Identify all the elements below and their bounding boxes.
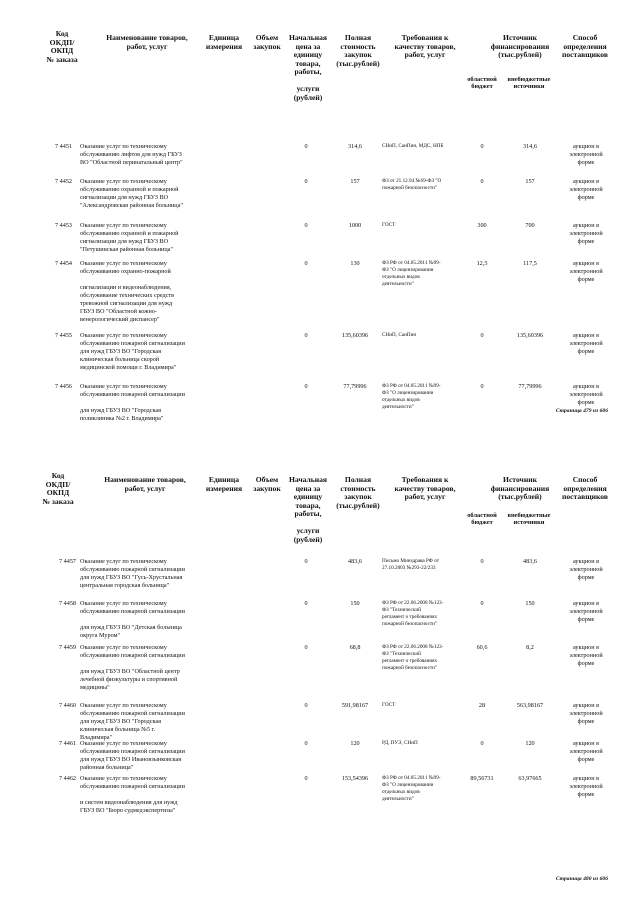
- row-funding-regional: 89,56731: [470, 775, 494, 782]
- row-funding-extra: 63,97665: [518, 775, 542, 782]
- row-requirements: ФЗ РФ от 22.06.2008 №123- ФЗ "Технический регламент о требованиях пожарной безопасности": [382, 600, 444, 628]
- row-funding-extra: 117,5: [523, 260, 537, 267]
- header-name: Наименование товаров, работ, услуг: [106, 33, 188, 51]
- header-initial-price: Начальная цена за единицу товара, работы, услуги (рублей): [288, 475, 328, 544]
- row-funding-regional: 0: [480, 143, 484, 150]
- header-requirements: Требования к качеству товаров, работ, услуг: [394, 33, 456, 59]
- row-funding-extra: 135,60396: [516, 332, 544, 339]
- row-name: Оказание услуг по техническому обслуживанию лифтов для нужд ГБУЗ ВО "Областной перинатальный центр": [80, 143, 183, 167]
- row-name: Оказание услуг по техническому обслуживанию пожарной сигнализации для нужд ГБУЗ ВО Ивановзынковская районная больница": [80, 740, 185, 772]
- row-full-cost: 77,79996: [343, 383, 367, 390]
- row-code: 7 4454: [54, 260, 72, 267]
- row-full-cost: 1000: [348, 222, 362, 229]
- row-code: 7 4462: [58, 775, 76, 782]
- row-initial-price: 0: [304, 332, 308, 339]
- row-initial-price: 0: [304, 143, 308, 150]
- row-code: 7 4459: [58, 644, 76, 651]
- row-funding-regional: 300: [477, 222, 487, 229]
- row-method: аукцион в электронной форме: [569, 775, 603, 799]
- row-full-cost: 120: [350, 740, 360, 747]
- row-initial-price: 0: [304, 178, 308, 185]
- row-requirements: СНиП, СанПин, МДС, НПБ: [382, 143, 444, 149]
- row-funding-regional: 0: [480, 332, 484, 339]
- row-funding-regional: 0: [480, 178, 484, 185]
- row-funding-extra: 700: [525, 222, 535, 229]
- row-requirements: РД, ПУЭ, СНиП: [382, 740, 418, 746]
- row-method: аукцион в электронной форме: [569, 260, 603, 284]
- row-full-cost: 68,8: [349, 644, 361, 651]
- row-funding-extra: 8,2: [526, 644, 534, 651]
- row-requirements: ГОСТ: [382, 222, 396, 228]
- row-initial-price: 0: [304, 383, 308, 390]
- row-requirements: ФЗ РФ от 04.05.2011 №99- ФЗ "О лицензировании отдельных видов деятельности": [382, 383, 441, 411]
- row-initial-price: 0: [304, 775, 308, 782]
- header-funding-regional: областной бюджет: [467, 512, 497, 527]
- row-code: 7 4461: [58, 740, 76, 747]
- row-method: аукцион в электронной форме: [569, 740, 603, 764]
- row-method: аукцион в электронной форме: [569, 332, 603, 356]
- row-name: Оказание услуг по техническому обслуживанию пожарной сигнализации для нужд ГБУЗ ВО "Городская клиническая больница №5 г. Владимира": [80, 702, 185, 742]
- row-initial-price: 0: [304, 600, 308, 607]
- row-full-cost: 591,98167: [341, 702, 369, 709]
- row-method: аукцион в электронной форме: [569, 222, 603, 246]
- row-funding-extra: 150: [525, 600, 535, 607]
- header-code: Код ОКДП/ ОКПД № заказа: [46, 29, 78, 64]
- row-method: аукцион в электронной форме: [569, 600, 603, 624]
- row-requirements: СНиП, СанПин: [382, 332, 417, 338]
- row-code: 7 4453: [54, 222, 72, 229]
- header-initial-price: Начальная цена за единицу товара, работы, услуги (рублей): [288, 33, 328, 102]
- row-full-cost: 157: [350, 178, 360, 185]
- row-code: 7 4458: [58, 600, 76, 607]
- row-funding-regional: 28: [478, 702, 486, 709]
- header-funding-extra: внебюджетные источники: [507, 512, 551, 527]
- header-method: Способ определения поставщиков: [561, 33, 609, 59]
- row-initial-price: 0: [304, 740, 308, 747]
- row-method: аукцион в электронной форме: [569, 558, 603, 582]
- row-full-cost: 314,6: [348, 143, 362, 150]
- header-method: Способ определения поставщиков: [561, 475, 609, 501]
- row-funding-regional: 12,5: [476, 260, 488, 267]
- header-volume: Объем закупок: [253, 33, 281, 51]
- row-code: 7 4451: [54, 143, 72, 150]
- header-full-cost: Полная стоимость закупок (тыс.рублей): [336, 33, 380, 68]
- row-full-cost: 153,54396: [341, 775, 369, 782]
- row-requirements: ФЗ РФ от 22.06.2008 №123- ФЗ "Технический регламент о требованиях пожарной безопасности": [382, 644, 444, 672]
- row-initial-price: 0: [304, 644, 308, 651]
- row-funding-extra: 483,6: [523, 558, 537, 565]
- row-name: Оказание услуг по техническому обслуживанию пожарной сигнализации для нужд ГБУЗ ВО "Городская клиническая больница скорой медицинской помощи г. Владимира": [80, 332, 185, 372]
- row-requirements: ГОСТ: [382, 702, 396, 708]
- row-full-cost: 150: [350, 600, 360, 607]
- row-funding-regional: 0: [480, 383, 484, 390]
- header-unit: Единица измерения: [205, 475, 243, 493]
- row-name: Оказание услуг по техническому обслуживанию пожарной сигнализации для нужд ГБУЗ ВО "Гусь-Хрустальная центральная городская больница": [80, 558, 185, 590]
- row-initial-price: 0: [304, 222, 308, 229]
- page-number: Страница 479 из 606: [555, 408, 608, 414]
- row-code: 7 4457: [58, 558, 76, 565]
- row-funding-extra: 120: [525, 740, 535, 747]
- header-code: Код ОКДП/ ОКПД № заказа: [42, 471, 74, 506]
- row-funding-extra: 157: [525, 178, 535, 185]
- row-full-cost: 130: [350, 260, 360, 267]
- page-number: Страница 480 из 606: [555, 876, 608, 882]
- row-requirements: ФЗ РФ от 04.05.2011 №99- ФЗ "О лицензировании отдельных видов деятельности": [382, 775, 441, 803]
- row-funding-regional: 60,6: [476, 644, 488, 651]
- row-initial-price: 0: [304, 260, 308, 267]
- row-method: аукцион в электронной форме: [569, 702, 603, 726]
- row-code: 7 4455: [54, 332, 72, 339]
- row-requirements: ФЗ РФ от 04.05.2011 №99- ФЗ "О лицензировании отдельных видов деятельности": [382, 260, 441, 288]
- header-name: Наименование товаров, работ, услуг: [104, 475, 186, 493]
- header-full-cost: Полная стоимость закупок (тыс.рублей): [336, 475, 380, 510]
- row-code: 7 4452: [54, 178, 72, 185]
- row-funding-extra: 77,79996: [518, 383, 542, 390]
- row-funding-regional: 0: [480, 558, 484, 565]
- row-name: Оказание услуг по техническому обслуживанию охранной и пожарной сигнализации для нужд ГБУЗ ВО "Александровская районная больница": [80, 178, 183, 210]
- row-full-cost: 483,6: [348, 558, 362, 565]
- row-method: аукцион в электронной форме: [569, 383, 603, 407]
- header-funding: Источник финансирования (тыс.рублей): [490, 475, 550, 501]
- header-requirements: Требования к качеству товаров, работ, услуг: [394, 475, 456, 501]
- row-initial-price: 0: [304, 558, 308, 565]
- header-funding: Источник финансирования (тыс.рублей): [490, 33, 550, 59]
- row-requirements: Письмо Минздрава РФ от 27.10.2003 №293-22/233: [382, 558, 439, 572]
- row-code: 7 4460: [58, 702, 76, 709]
- row-requirements: ФЗ от 21.12.94 №69-ФЗ "О пожарной безопасности": [382, 178, 442, 192]
- header-funding-extra: внебюджетные источники: [507, 76, 551, 91]
- row-name: Оказание услуг по техническому обслуживанию пожарной сигнализации и систем видеонаблюдения для нужд ГБУЗ ВО "Бюро судмедэкспертизы": [80, 775, 185, 815]
- header-funding-regional: областной бюджет: [467, 76, 497, 91]
- row-funding-regional: 0: [480, 600, 484, 607]
- row-method: аукцион в электронной форме: [569, 178, 603, 202]
- row-funding-extra: 314,6: [523, 143, 537, 150]
- row-code: 7 4456: [54, 383, 72, 390]
- header-volume: Объем закупок: [253, 475, 281, 493]
- row-funding-regional: 0: [480, 740, 484, 747]
- header-unit: Единица измерения: [205, 33, 243, 51]
- row-funding-extra: 563,98167: [516, 702, 544, 709]
- row-name: Оказание услуг по техническому обслуживанию пожарной сигнализации для нужд ГБУЗ ВО "Областной центр лечебной физкультуры и спортивной медицины": [80, 644, 185, 692]
- row-name: Оказание услуг по техническому обслуживанию охранно-пожарной сигнализации и видеонаблюдения, обслуживание технических средств тревожной сигнализации для нужд ГБУЗ ВО "Областной кожно- венерологический диспансер": [80, 260, 175, 324]
- row-initial-price: 0: [304, 702, 308, 709]
- row-name: Оказание услуг по техническому обслуживанию охранной и пожарной сигнализации для нужд ГБУЗ ВО "Петушинская районная больница": [80, 222, 179, 254]
- row-name: Оказание услуг по техническому обслуживанию пожарной сигнализации для нужд ГБУЗ ВО "Городская поликлиника №2 г. Владимира": [80, 383, 185, 423]
- row-name: Оказание услуг по техническому обслуживанию пожарной сигнализации для нужд ГБУЗ ВО "Детская больница округа Муром": [80, 600, 185, 640]
- row-method: аукцион в электронной форме: [569, 644, 603, 668]
- row-full-cost: 135,60396: [341, 332, 369, 339]
- row-method: аукцион в электронной форме: [569, 143, 603, 167]
